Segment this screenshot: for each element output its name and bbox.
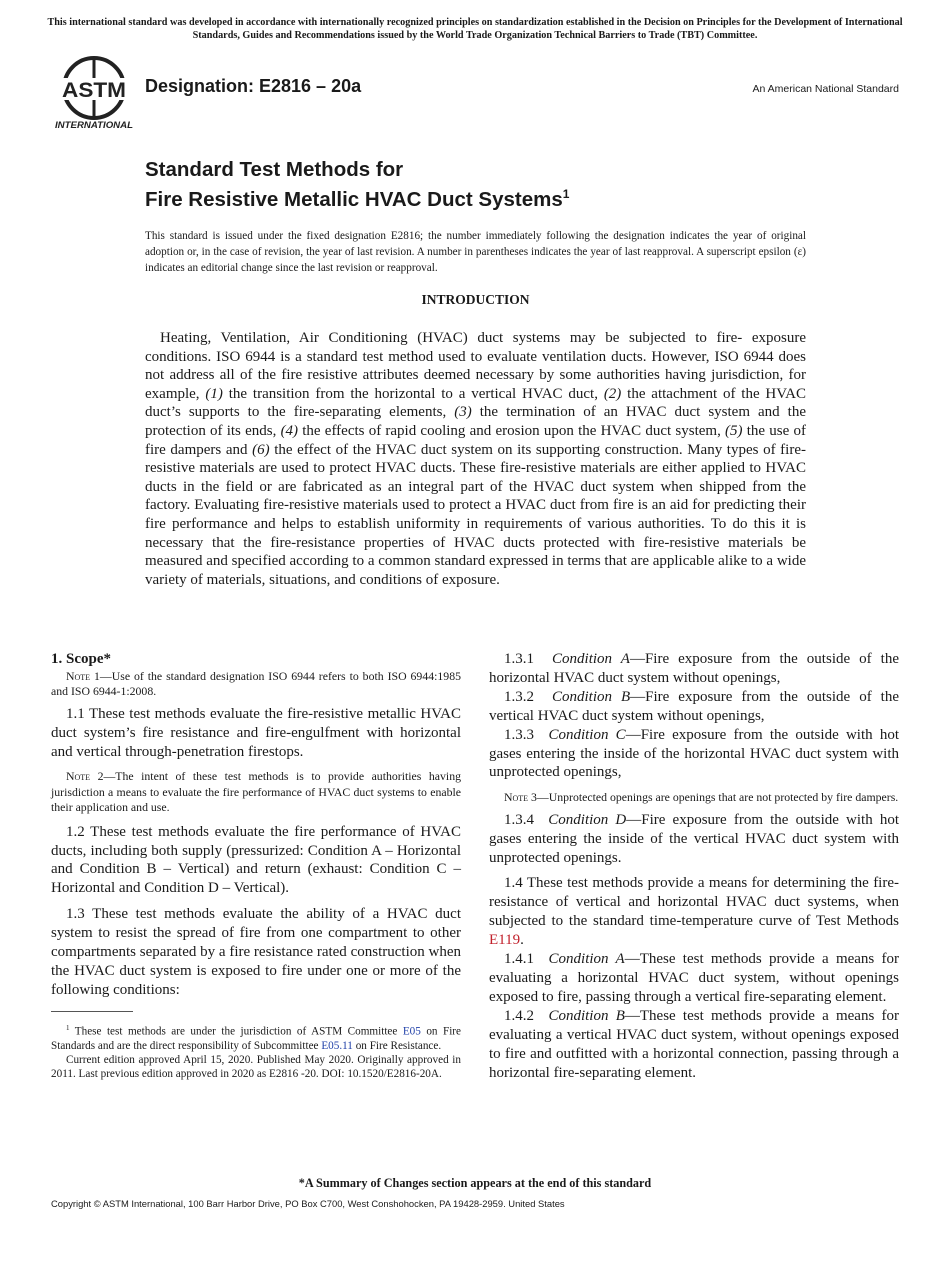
section-number: 1.4.2 bbox=[504, 1007, 534, 1024]
note-text: 1—Use of the standard designation ISO 6944 refers to both ISO 6944:1985 and ISO 6944-1:2008. bbox=[51, 668, 461, 699]
introduction-heading: INTRODUCTION bbox=[421, 292, 530, 307]
intro-text: the transition from the horizontal to a vertical HVAC duct, bbox=[222, 385, 604, 402]
note-3 bbox=[489, 790, 899, 805]
footnote-text: on Fire Resistance. bbox=[352, 1039, 442, 1052]
condition-label: Condition B bbox=[551, 688, 631, 705]
intro-text: the effects of rapid cooling and erosion upon the HVAC duct system, bbox=[298, 422, 726, 439]
intro-text: the termination of an HVAC duct system and the protection of its ends, bbox=[145, 404, 806, 439]
footnote-text: on Fire Standards and are the direct responsibility of Subcommittee bbox=[51, 1025, 461, 1052]
section-text: —These test methods provide a means for evaluating a horizontal HVAC duct system, without openings exposed to fire, passing through a vertical fire-separating element. bbox=[489, 951, 900, 1005]
condition-label: Condition C bbox=[548, 726, 626, 743]
note-label: Note bbox=[66, 668, 91, 683]
condition-label: Condition B bbox=[548, 1007, 625, 1024]
e119-link[interactable]: E119 bbox=[489, 932, 521, 949]
section-1-4-2 bbox=[489, 1007, 899, 1083]
intro-marker: (2) bbox=[603, 385, 622, 402]
american-national-standard: An American National Standard bbox=[752, 83, 899, 95]
intro-text: the effect of the HVAC duct system on its supporting construction. Many types of fire-resistive materials are used to protect HVAC ducts. These fire-resistive materials are either applied to HVAC ducts in the field or are fabricated as an integral part of the HVAC duct system when shipped from the factory. Evaluating fire-resistive materials used to protect a HVAC duct from fire is an aid for predicting their fire performance and helps to establish uniformity in requirements of various authorities. To do this it is necessary that the fire-resistance properties of HVAC ducts protected with fire-resistive materials be measured and specified according to a common standard expressed in terms that are applicable alike to a wide variety of materials, situations, and conditions of exposure. bbox=[145, 441, 806, 588]
issued-statement: This standard is issued under the fixed designation E2816; the number immediately following the designation indicates the year of original adoption or, in the case of revision, the year of last revision. A number in parentheses indicates the year of last reapproval. A superscript epsilon (ε) indicates an editorial change since the last revision or reapproval. bbox=[145, 230, 806, 274]
footnotes bbox=[51, 1021, 461, 1082]
section-1-1: 1.1 These test methods evaluate the fire-resistive metallic HVAC duct system’s fire resistance and fire-engulfment with horizontal and vertical through-penetration firestops. bbox=[51, 705, 461, 760]
note-label: Note bbox=[504, 790, 529, 805]
section-1-4 bbox=[489, 874, 899, 950]
designation: Designation: E2816 – 20a bbox=[145, 76, 362, 96]
scope-heading: 1. Scope* bbox=[51, 651, 111, 667]
section-text: —Fire exposure from the outside with hot gases entering the inside of the vertical HVAC duct system with unprotected openings. bbox=[489, 811, 900, 866]
section-text: —Fire exposure from the outside with hot gases entering the inside of the horizontal HVAC duct system with unprotected openings, bbox=[489, 726, 900, 781]
astm-logo-text: ASTM bbox=[62, 79, 126, 102]
section-number: 1.3.3 bbox=[504, 726, 534, 743]
section-number: 1.4.1 bbox=[504, 951, 534, 968]
note-2 bbox=[51, 769, 461, 815]
intro-marker: (4) bbox=[280, 422, 299, 439]
intro-marker: (5) bbox=[725, 422, 743, 439]
title-line-2: Fire Resistive Metallic HVAC Duct Systems bbox=[145, 188, 563, 211]
section-1-3-3 bbox=[489, 726, 899, 783]
condition-label: Condition D bbox=[548, 811, 627, 828]
section-1-3-1 bbox=[489, 650, 899, 688]
section-number: 1.3.2 bbox=[504, 688, 534, 705]
section-1-3-4 bbox=[489, 811, 899, 868]
intro-marker: (3) bbox=[454, 404, 472, 421]
e05-11-link[interactable]: E05.11 bbox=[321, 1039, 353, 1052]
section-1-4-1 bbox=[489, 950, 899, 1007]
section-text: —Fire exposure from the outside of the vertical HVAC duct system without openings, bbox=[489, 688, 900, 724]
footnote-divider bbox=[51, 1011, 133, 1012]
footnote-text: These test methods are under the jurisdiction of ASTM Committee bbox=[69, 1025, 403, 1038]
section-1-2: 1.2 These test methods evaluate the fire performance of HVAC ducts, including both supply (pressurized: Condition A – Horizontal and Condition B – Vertical) and return (exhaust: Condition C – Horizontal and Condition D – Vertical). bbox=[51, 823, 461, 897]
footnote-2: Current edition approved April 15, 2020. Published May 2020. Originally approved in 2011. Last previous edition approved in 2020 as E2816 -20. DOI: 10.1520/E2816-20A. bbox=[51, 1054, 461, 1081]
right-column bbox=[489, 650, 899, 1082]
section-1-3: 1.3 These test methods evaluate the ability of a HVAC duct system to resist the spread of fire from one compartment to other compartments separated by a fire resistance rated construction when the HVAC duct system is exposed to fire under one or more of the following conditions: bbox=[51, 906, 461, 998]
standards-notice: This international standard was developed in accordance with internationally recognized principles on standardization established in the Decision on Principles for the Development of International Standards, Guides and Recommendations issued by the World Trade Organization Technical Barriers to Trade (TBT) Committee. bbox=[47, 17, 903, 41]
section-text: . bbox=[520, 932, 524, 949]
section-1-3-2 bbox=[489, 688, 899, 726]
intro-text: the use of fire dampers and bbox=[145, 422, 806, 458]
condition-label: Condition A bbox=[548, 951, 625, 968]
title-footnote-mark: 1 bbox=[562, 187, 570, 201]
note-text: 2—The intent of these test methods is to provide authorities having jurisdiction a means to evaluate the fire performance of HVAC duct systems to enable their application and use. bbox=[51, 769, 461, 815]
document-title bbox=[145, 158, 569, 212]
intro-marker: (1) bbox=[205, 385, 223, 402]
copyright: Copyright © ASTM International, 100 Barr Harbor Drive, PO Box C700, West Conshohocken, PA 19428-2959. United States bbox=[51, 1198, 565, 1209]
section-text: 1.4 These test methods provide a means for determining the fire-resistance of vertical and horizontal HVAC duct systems, when subjected to the standard time-temperature curve of Test Methods bbox=[489, 875, 899, 930]
section-number: 1.3.4 bbox=[504, 811, 534, 828]
section-text: —Fire exposure from the outside of the horizontal HVAC duct system without openings, bbox=[489, 651, 899, 686]
intro-marker: (6) bbox=[252, 441, 270, 458]
footnote-mark: 1 bbox=[66, 1024, 70, 1032]
astm-logo bbox=[54, 56, 134, 132]
intro-text: the attachment of the HVAC duct’s supports to the fire-separating elements, bbox=[145, 385, 807, 421]
note-text: 3—Unprotected openings are openings that are not protected by fire dampers. bbox=[528, 790, 899, 805]
intro-text: Heating, Ventilation, Air Conditioning (HVAC) duct systems may be subjected to fire- exposure conditions. ISO 6944 is a standard test method used to evaluate ventilation ducts. However, ISO 6944 does not address all of the fire resistive attributes deemed necessary by some authorities having jurisdiction, for example, bbox=[145, 330, 806, 402]
condition-label: Condition A bbox=[552, 651, 630, 667]
section-text: —These test methods provide a means for evaluating a vertical HVAC duct system, without openings exposed to fire and outfitted with a horizontal connection, passing through a horizontal fire-separating element. bbox=[489, 1007, 900, 1081]
astm-logo-subtext: INTERNATIONAL bbox=[55, 120, 134, 131]
summary-of-changes: *A Summary of Changes section appears at the end of this standard bbox=[298, 1176, 652, 1190]
note-1 bbox=[51, 669, 461, 700]
footnote-1 bbox=[51, 1021, 461, 1053]
note-label: Note bbox=[66, 769, 91, 784]
e05-link[interactable]: E05 bbox=[402, 1025, 421, 1038]
section-number: 1.3.1 bbox=[504, 651, 534, 667]
title-line-1: Standard Test Methods for bbox=[145, 158, 404, 181]
left-column bbox=[51, 650, 461, 1000]
introduction-paragraph bbox=[145, 329, 806, 589]
